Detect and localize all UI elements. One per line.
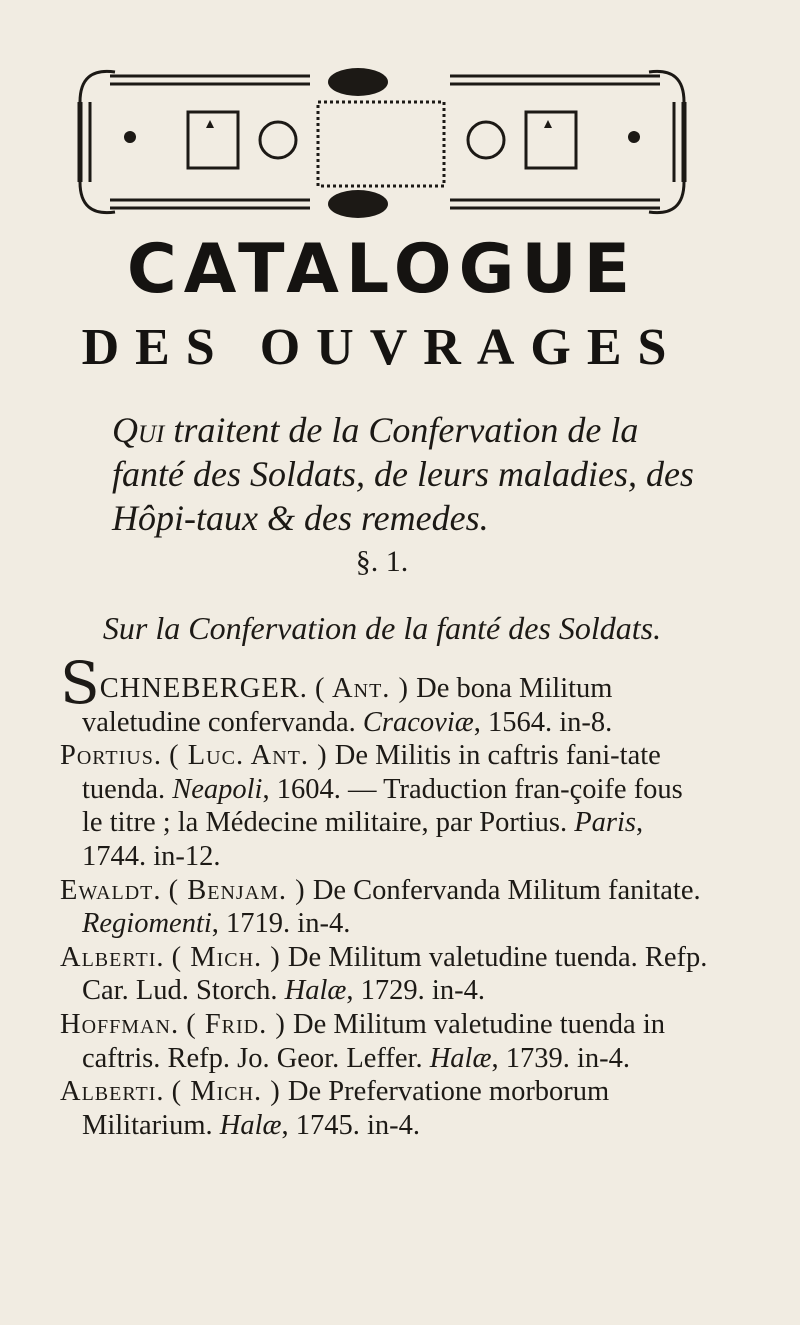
entry-details: , 1745. in-4.: [281, 1109, 421, 1141]
entry-details: , 1729. in-4.: [346, 975, 485, 1007]
entry-given-name: ( Luc. Ant. ): [169, 740, 328, 772]
entry-text: De Militum valetudine tuenda in caftris. Refp. Jo. Geor. Leffer.: [82, 1008, 665, 1074]
entry-text: De Prefervatione morborum Militarium.: [82, 1076, 610, 1141]
entry-author: Ewaldt.: [60, 874, 162, 906]
bibliography-entry: [60, 1008, 710, 1075]
entry-text: valetudine confervanda.: [82, 706, 356, 738]
entry-details: , 1564. in-8.: [473, 706, 613, 738]
drop-cap: S: [60, 649, 100, 717]
description-lead: Qui: [112, 410, 165, 450]
ornamental-headpiece: [70, 62, 694, 222]
catalogue-subheading: DES OUVRAGES: [81, 319, 683, 376]
section-title: Sur la Confervation de la fanté des Soldats.: [102, 610, 662, 646]
bibliography-list: [60, 649, 710, 1142]
bibliography-entry: [60, 1075, 710, 1142]
entry-place: Cracoviæ: [362, 706, 474, 738]
catalogue-description: [112, 408, 702, 540]
entry-author: Hoffman.: [60, 1008, 180, 1040]
entry-place: Halæ: [429, 1042, 492, 1074]
entry-author: Alberti.: [60, 941, 165, 973]
bibliography-entry: [60, 874, 710, 941]
entry-text: De Confervanda Militum fanitate.: [305, 874, 701, 906]
entry-given-name: ( Mich. ): [171, 941, 281, 973]
entry-given-name: ( Benjam. ): [168, 874, 306, 906]
entry-place: Halæ: [284, 975, 347, 1007]
entry-place: Neapoli: [172, 773, 263, 805]
entry-details: , 1604. — Traduction fran-çoife fous le titre ; la Médecine militaire, par Portius.: [82, 773, 683, 839]
entry-given-name: ( Ant. ): [315, 673, 410, 704]
section-number: §. 1.: [355, 545, 409, 578]
description-text: traitent de la Confervation de la fanté des Soldats, de leurs maladies, des Hôpi-taux & des remedes.: [112, 410, 694, 538]
catalogue-title: CATALOGUE: [126, 230, 638, 309]
entry-given-name: ( Frid. ): [186, 1008, 286, 1040]
entry-text-start: De bona Militum: [409, 673, 613, 704]
entry-author: Portius.: [60, 740, 163, 772]
bibliography-entry: [60, 649, 710, 739]
entry-text: De Militis in caftris fani-tate tuenda.: [82, 740, 661, 805]
entry-details: , 1719. in-4.: [211, 908, 351, 940]
entry-details: , 1739. in-4.: [491, 1042, 631, 1074]
entry-author: Alberti.: [60, 1076, 165, 1108]
entry-place-2: Paris: [574, 807, 637, 839]
entry-text: De Militum valetudine tuenda. Refp. Car. Lud. Storch.: [82, 941, 708, 1007]
entry-author: CHNEBERGER.: [99, 673, 308, 704]
bibliography-entry: [60, 941, 710, 1008]
entry-details-2: , 1744. in-12.: [82, 807, 644, 872]
entry-given-name: ( Mich. ): [171, 1076, 281, 1108]
bibliography-entry: [60, 739, 710, 873]
entry-place: Regiomenti: [82, 908, 212, 940]
entry-place: Halæ: [219, 1109, 282, 1141]
